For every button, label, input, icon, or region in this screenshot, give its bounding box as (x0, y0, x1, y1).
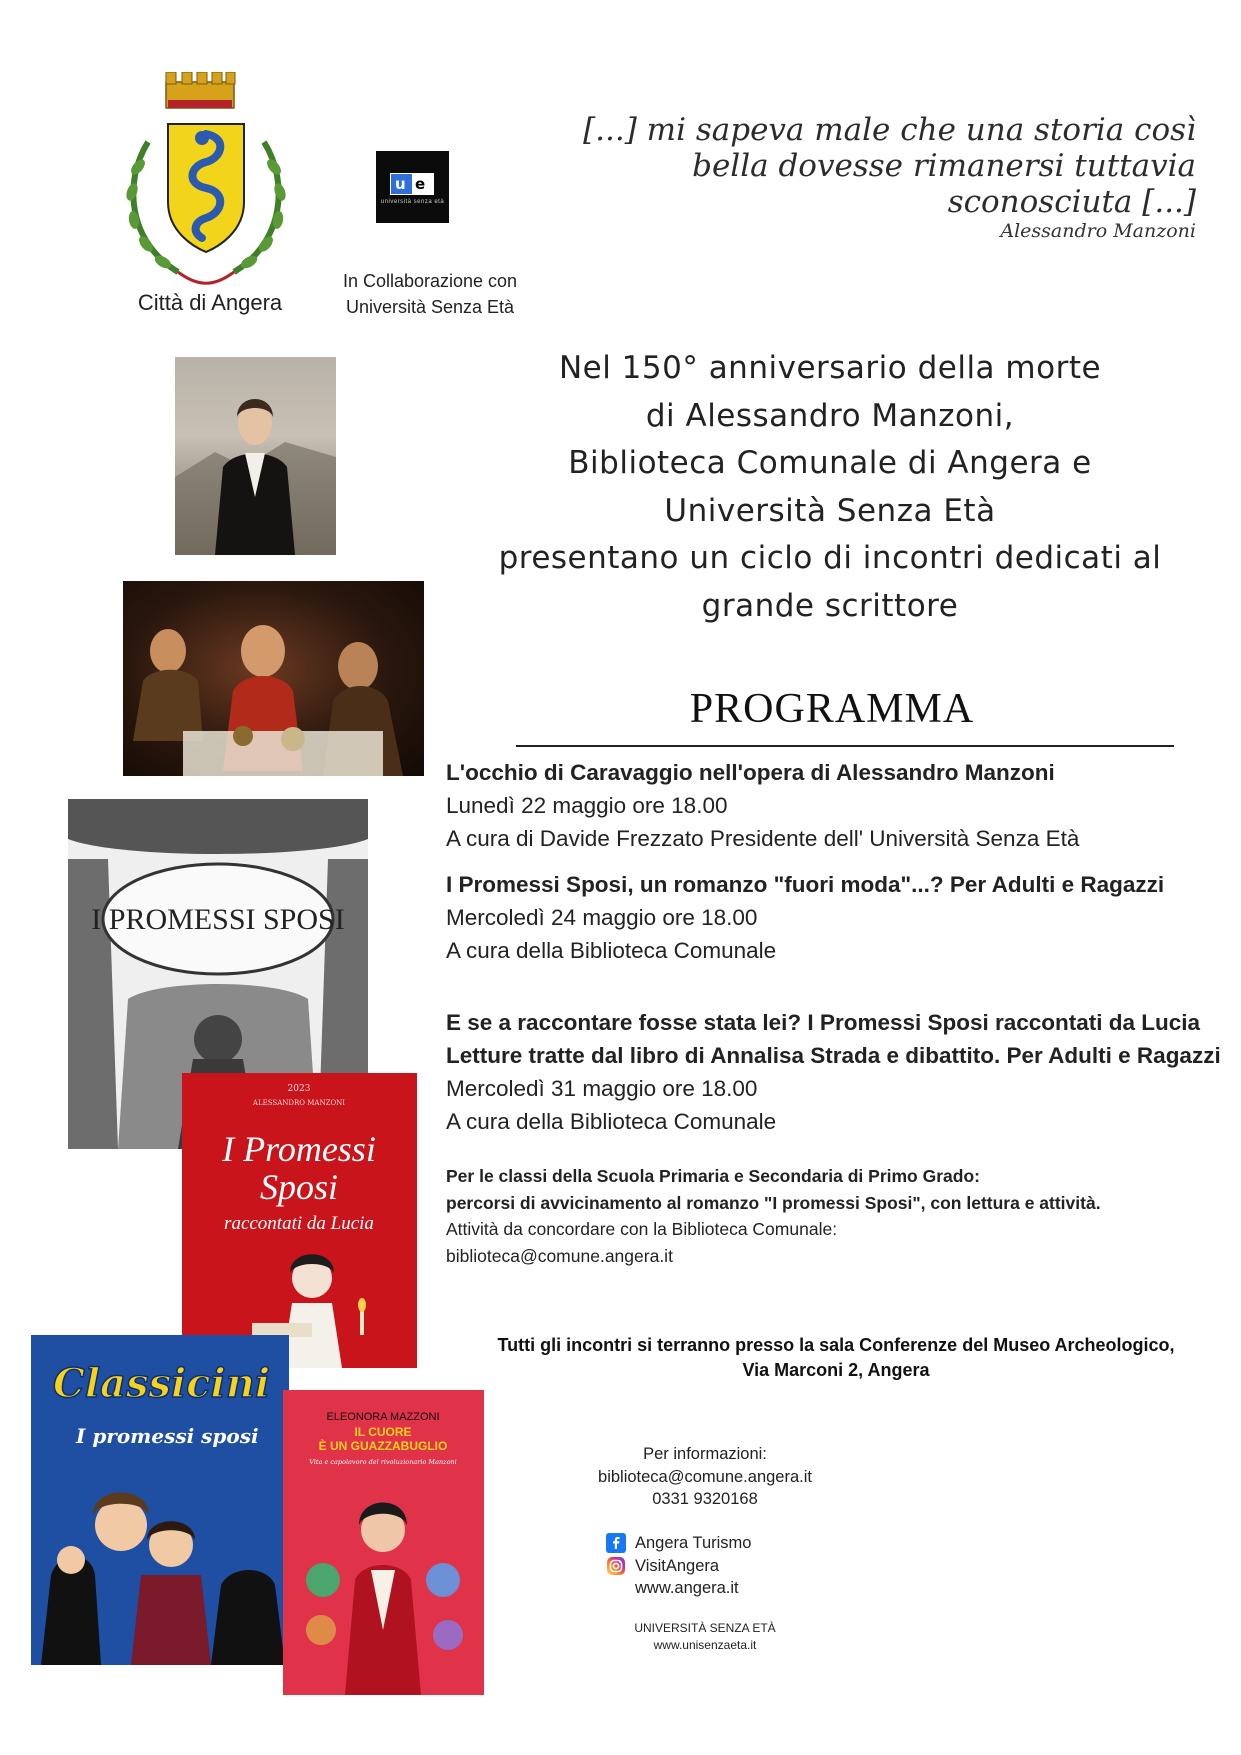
facebook-icon (605, 1533, 627, 1553)
event-title: L'occhio di Caravaggio nell'opera di Alessandro Manzoni (446, 760, 1055, 785)
cuore-author: ELEONORA MAZZONI (326, 1411, 440, 1423)
intro-line-3: Biblioteca Comunale di Angera e (568, 445, 1092, 481)
cuore-title-2: È UN GUAZZABUGLIO (318, 1439, 448, 1453)
intro-text (470, 345, 1190, 630)
event-date: Lunedì 22 maggio ore 18.00 (446, 793, 728, 818)
ue-logo-mark: u e (390, 173, 434, 195)
book-cover-lucia (182, 1073, 417, 1368)
intro-line-6: grande scrittore (701, 587, 959, 624)
manzoni-quote (520, 112, 1196, 220)
program-divider (516, 745, 1174, 747)
collab-line-1: In Collaborazione con (342, 271, 518, 291)
program-title: PROGRAMMA (689, 686, 975, 732)
quote-author: Alessandro Manzoni (1000, 220, 1196, 242)
caravaggio-supper-image (123, 581, 424, 776)
collab-line-2: Università Senza Età (345, 297, 515, 317)
lucia-author: ALESSANDRO MANZONI (252, 1099, 346, 1107)
event-date: Mercoledì 31 maggio ore 18.00 (446, 1076, 758, 1101)
info-email[interactable]: biblioteca@comune.angera.it (598, 1467, 812, 1486)
footer-site[interactable]: www.unisenzaeta.it (653, 1638, 757, 1652)
event-1 (446, 756, 1226, 855)
social-links (605, 1532, 815, 1600)
manzoni-portrait-image (175, 357, 336, 555)
schools-line-3: Attività da concordare con la Biblioteca Comunale: (446, 1219, 838, 1239)
venue-note (446, 1333, 1226, 1383)
book-cover-cuore-guazzabuglio (283, 1390, 484, 1695)
lucia-title-1: I Promessi (222, 1129, 376, 1169)
intro-line-1: Nel 150° anniversario della morte (558, 350, 1102, 386)
facebook-link[interactable] (605, 1532, 815, 1555)
event-2 (446, 868, 1226, 967)
facebook-label: Angera Turismo (635, 1534, 752, 1552)
event-subtitle: Letture tratte dal libro di Annalisa Strada e dibattito. Per Adulti e Ragazzi (446, 1043, 1221, 1068)
quote-line-3: sconosciuta [...] (947, 184, 1196, 220)
classicini-subtitle: I promessi sposi (76, 1424, 259, 1448)
intro-line-2: di Alessandro Manzoni, (645, 397, 1015, 434)
lucia-title-3: raccontati da Lucia (224, 1213, 374, 1234)
event-title: I Promessi Sposi, un romanzo "fuori moda"...? Per Adulti e Ragazzi (446, 872, 1165, 897)
event-curator: A cura della Biblioteca Comunale (446, 938, 777, 963)
event-curator: A cura di Davide Frezzato Presidente dell' Università Senza Età (446, 826, 1080, 851)
info-phone[interactable]: 0331 9320168 (652, 1490, 758, 1508)
event-3 (446, 1006, 1226, 1138)
ue-logo-caption: università senza età (380, 199, 445, 205)
cuore-subtitle: Vita e capolavoro del rivoluzionario Manzoni (309, 1458, 457, 1466)
book-cover-classicini (31, 1335, 289, 1665)
instagram-label: VisitAngera (635, 1556, 720, 1575)
city-label: Città di Angera (137, 290, 283, 315)
schools-line-1: Per le classi della Scuola Primaria e Secondaria di Primo Grado: (446, 1166, 980, 1186)
lucia-year: 2023 (287, 1084, 311, 1094)
lucia-title-2: Sposi (259, 1167, 339, 1207)
promessi-engraving-title: I PROMESSI SPOSI (91, 903, 345, 936)
info-heading: Per informazioni: (643, 1445, 767, 1463)
schools-email[interactable]: biblioteca@comune.angera.it (446, 1245, 673, 1266)
contact-info (560, 1443, 850, 1511)
universita-senza-eta-logo (376, 151, 449, 223)
event-date: Mercoledì 24 maggio ore 18.00 (446, 905, 758, 930)
schools-note (446, 1163, 1226, 1269)
instagram-link[interactable] (605, 1555, 815, 1578)
intro-line-4: Università Senza Età (664, 492, 996, 529)
venue-line-1: Tutti gli incontri si terranno presso la sala Conferenze del Museo Archeologico, (497, 1335, 1175, 1355)
website-link[interactable] (605, 1577, 815, 1600)
intro-line-5: presentano un ciclo di incontri dedicati al (498, 540, 1162, 576)
coat-of-arms-angera (118, 72, 294, 292)
website-label: www.angera.it (635, 1579, 739, 1597)
quote-line-2: bella dovesse rimanersi tuttavia (692, 148, 1196, 184)
schools-line-2: percorsi di avvicinamento al romanzo "I promessi Sposi", con lettura e attività. (446, 1192, 1101, 1213)
classicini-title: Classicini (53, 1360, 271, 1407)
quote-line-1: [...] mi sapeva male che una storia così (583, 112, 1196, 148)
footer (590, 1620, 820, 1654)
instagram-icon (605, 1556, 627, 1576)
event-title: E se a raccontare fosse stata lei? I Promessi Sposi raccontati da Lucia (446, 1010, 1201, 1035)
event-curator: A cura della Biblioteca Comunale (446, 1109, 777, 1134)
footer-org: UNIVERSITÀ SENZA ETÀ (634, 1621, 776, 1635)
venue-line-2: Via Marconi 2, Angera (742, 1360, 930, 1380)
cuore-title-1: IL CUORE (354, 1425, 412, 1439)
collaboration-note (320, 268, 540, 320)
